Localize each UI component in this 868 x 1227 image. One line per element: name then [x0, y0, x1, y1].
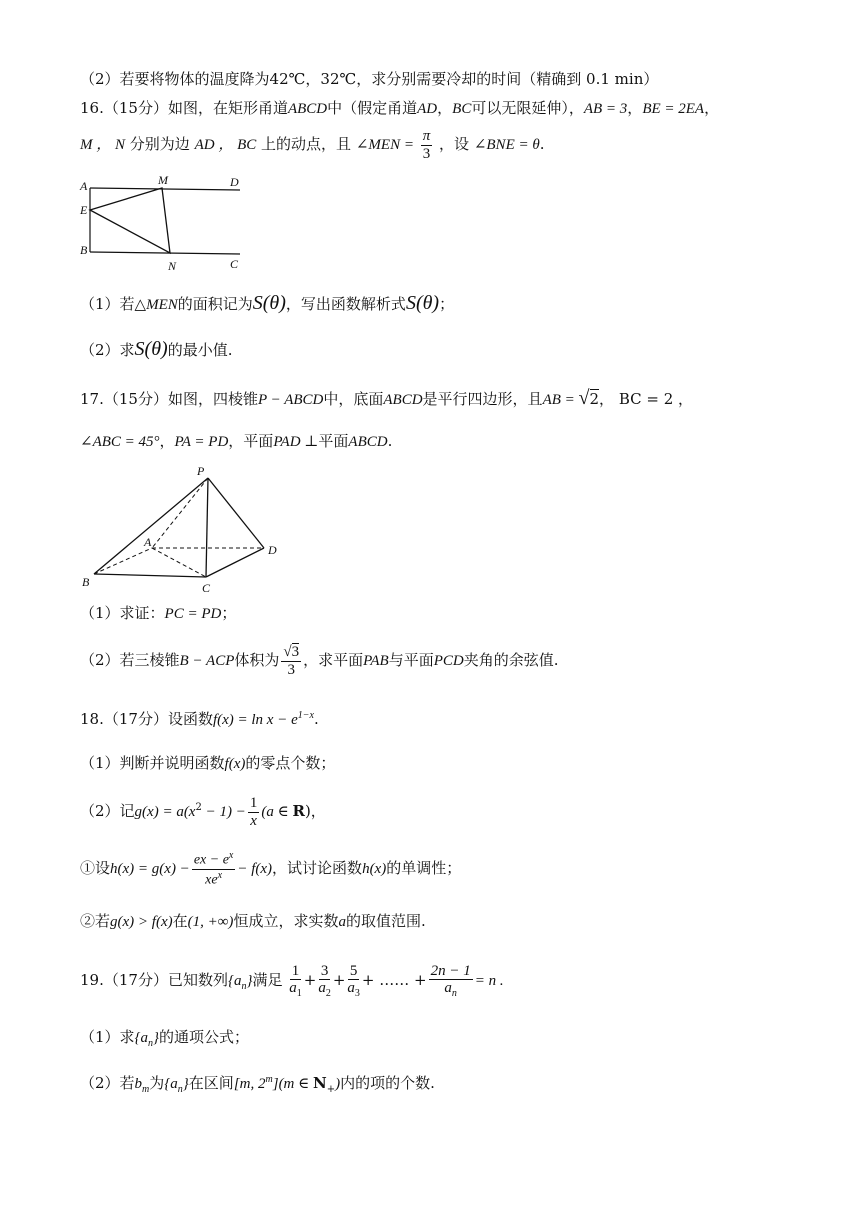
q19-ansub: n	[241, 981, 247, 992]
q18-p2d: (a ∈	[261, 804, 293, 820]
q19-bms: m	[142, 1084, 150, 1095]
q19-p1b: {a	[134, 1030, 149, 1046]
q17-l2b: ，	[159, 432, 175, 450]
q19-d3: a	[347, 980, 355, 997]
q18-p1c: 的零点个数；	[245, 754, 336, 772]
q16-l2e: ，设	[439, 135, 470, 153]
q18-sub1	[80, 846, 808, 891]
q17-p2f: 与平面	[388, 651, 434, 669]
q17-p1b: PC = PD	[164, 606, 222, 622]
q18-c2d: (1, +∞)	[187, 914, 234, 930]
q19-an: {a	[227, 973, 242, 989]
q17-pad: PAD ⊥	[273, 434, 319, 450]
q17-abcd2: ABCD	[348, 434, 388, 450]
q16-three: 3	[422, 145, 431, 162]
q18-statement	[80, 703, 808, 733]
q19-mid: 满足	[252, 971, 283, 989]
q18-p1b: f(x)	[224, 756, 246, 772]
q16-abcd: ABCD	[287, 101, 328, 117]
q17-p2d: ，求平面	[303, 651, 364, 669]
q19-frac3	[347, 963, 360, 1000]
q17-volume-frac: $\frac{√3}{3}$	[283, 644, 300, 678]
q19-Ns: +	[326, 1084, 336, 1095]
q18-c2: ②若	[80, 912, 111, 930]
q18-part2	[80, 786, 808, 834]
q18-f: f(x) = ln x − e	[212, 712, 298, 728]
q17-pcd: PCD	[433, 653, 464, 669]
q19-p2g: [m, 2	[233, 1076, 266, 1092]
q16-p1d: ，写出函数解析式	[285, 295, 406, 313]
q16-figure	[78, 172, 248, 274]
q18-one-over-x	[248, 795, 260, 829]
q18-p2: （2）记	[80, 802, 135, 820]
q18-x: x	[250, 812, 257, 829]
q19-p2gs: m	[265, 1074, 273, 1085]
q19-p1: （1）求	[80, 1028, 135, 1046]
q17-sqrt2: 2	[589, 390, 600, 408]
q17-label-c: C	[202, 581, 211, 595]
q18-dot: .	[313, 710, 319, 728]
q19-p2k: 内的项的个数.	[340, 1074, 435, 1092]
q17-statement-line2	[80, 430, 808, 453]
q16-head: 16.（15分）如图，在矩形甬道	[80, 99, 288, 117]
q17-label-b: B	[82, 575, 90, 589]
q17-sqrt3: 3	[291, 644, 300, 660]
q19-frac2	[318, 963, 331, 1000]
q16-p1b: △MEN	[134, 297, 178, 313]
q16-statement-line2: M ， N 分别为边 AD ， BC 上的动点，且 ∠MEN = $\frac{\pi}{3}$ ，设 ∠BNE = θ.	[80, 128, 545, 162]
q16-pi-over-3	[421, 128, 433, 162]
q19-p2ds: n	[177, 1084, 183, 1095]
q17-p2: （2）若三棱锥	[80, 651, 180, 669]
q18-c1e: h(x)	[362, 861, 387, 877]
q17-angle: ∠ABC = 45°	[80, 434, 160, 450]
q16-label-b: B	[80, 243, 88, 257]
q18-c2g: 的取值范围.	[345, 912, 426, 930]
q19-p2c: 为	[149, 1074, 165, 1092]
q16-s3: S(θ)	[134, 338, 168, 360]
q16-part2	[80, 336, 808, 363]
q19-p1c: }	[153, 1030, 160, 1046]
q19-p2: （2）若	[80, 1074, 135, 1092]
q16-ad: AD	[417, 101, 438, 117]
q16-label-a: A	[80, 179, 88, 193]
q19-d2s: 2	[325, 988, 331, 1000]
q16-label-e: E	[80, 203, 88, 217]
q16-part1	[80, 290, 808, 318]
q16-p2: （2）求	[80, 341, 135, 359]
q16-l2d: 上的动点，且	[261, 135, 352, 153]
q16-p1e: ；	[439, 295, 455, 313]
q19-n3: 5	[349, 962, 358, 979]
q19-p1d: 的通项公式；	[159, 1028, 250, 1046]
q16-p1: （1）若	[80, 295, 135, 313]
q19-p2i: (m ∈	[278, 1076, 313, 1092]
q18-sub2	[80, 908, 808, 935]
q19-d2: a	[318, 980, 326, 997]
q19-statement: 19.（17分）已知数列$\{a_n\}$满足 $\frac{1}{a_1}$ + $\frac{3}{a_2}$ + $\frac{5}{a_3}$ + …… + $\frac{2n - 1}{a_n}$ = n .	[80, 962, 504, 1000]
q16-label-n: N	[168, 259, 177, 273]
q17-mid2: 是平行四边形，且	[422, 390, 543, 408]
q17-abcd: ABCD	[383, 392, 423, 408]
q16-s1: S(θ)	[252, 292, 286, 314]
q18-c2e: 恒成立，求实数	[233, 912, 339, 930]
q17-part1	[80, 602, 808, 625]
q16-label-c: C	[230, 257, 239, 271]
q19-p2h: ]	[272, 1076, 279, 1092]
q16-adbc: AD ， BC	[194, 137, 257, 153]
q16-ab3: AB = 3	[583, 101, 628, 117]
q16-mid1: 中（假定甬道	[327, 99, 418, 117]
q19-part2	[80, 1067, 808, 1103]
q17-den: 3	[287, 661, 296, 678]
q17-l2f: 平面	[318, 432, 349, 450]
q16-p1c: 的面积记为	[177, 295, 253, 313]
q18-one: 1	[249, 795, 258, 811]
q19-frac1	[289, 963, 302, 1000]
q19-frac4	[429, 963, 473, 1000]
q17-ab: AB =	[542, 392, 579, 408]
q19-head: 19.（17分）已知数列	[80, 971, 228, 989]
q17-bc: ， BC = 2 ，	[599, 390, 694, 408]
q19-N: N	[313, 1074, 327, 1092]
q16-statement-line1	[80, 97, 808, 120]
q17-p1: （1）求证：	[80, 604, 165, 622]
q18-den: xe	[205, 872, 218, 888]
q18-sq: 2	[195, 802, 202, 813]
q19-p2d: {a	[164, 1076, 178, 1092]
q19-d4s: n	[451, 988, 457, 1000]
q18-c1f: 的单调性；	[386, 859, 462, 877]
q17-p1c: ；	[221, 604, 237, 622]
q18-c1: ①设	[80, 859, 111, 877]
q19-an2: }	[246, 973, 253, 989]
q18-numx: x	[228, 850, 234, 862]
q19-eq: = n .	[474, 973, 504, 989]
q19-n4: 2n − 1	[430, 962, 471, 979]
q16-bc: BC	[452, 101, 472, 117]
q18-c2c: 在	[172, 912, 188, 930]
q19-p2j: )	[335, 1076, 341, 1092]
q17-mid: 中，底面	[323, 390, 384, 408]
q17-l2d: ，平面	[228, 432, 274, 450]
q19-n1: 1	[291, 962, 300, 979]
q19-part1	[80, 1024, 808, 1057]
q16-mid2: 可以无限延伸），	[471, 99, 584, 117]
q17-pab: PAB	[363, 653, 389, 669]
q18-p2c: − 1) −	[201, 804, 246, 820]
q16-s2: S(θ)	[405, 292, 440, 314]
q19-d1: a	[289, 980, 297, 997]
q18-part1	[80, 750, 808, 777]
q17-label-d: D	[268, 543, 277, 557]
q17-head: 17.（15分）如图，四棱锥	[80, 390, 258, 408]
q16-label-d: D	[230, 175, 239, 189]
q17-figure	[78, 462, 288, 598]
q16-theta: ∠BNE = θ	[473, 137, 540, 153]
q16-pi: π	[422, 128, 431, 144]
q17-statement-line1: 17.（15分）如图，四棱锥P − ABCD中，底面ABCD是平行四边形，且AB = √2， BC = 2 ，	[80, 387, 694, 409]
q17-label-a: A	[144, 535, 152, 549]
q16-label-m: M	[158, 173, 168, 187]
q18-p1: （1）判断并说明函数	[80, 754, 225, 772]
q18-head: 18.（17分）设函数	[80, 710, 213, 728]
q17-p2b: B − ACP	[179, 653, 235, 669]
q18-c2f: a	[338, 914, 346, 930]
q19-p1s: n	[148, 1038, 154, 1049]
q19-bm: b	[134, 1076, 143, 1092]
q19-p2e: }	[182, 1076, 189, 1092]
q17-p2h: 夹角的余弦值.	[463, 651, 559, 669]
q15-part2	[80, 68, 808, 90]
q16-comma2: ，	[627, 99, 643, 117]
q16-be: BE = 2EA	[642, 101, 705, 117]
q16-mn: M ， N	[80, 137, 126, 153]
q18-c2b: g(x) > f(x)	[110, 914, 173, 930]
q19-n2: 3	[320, 962, 329, 979]
q18-c1d: ，试讨论函数	[272, 859, 363, 877]
q18-denx: x	[217, 869, 223, 881]
q16-comma3: ，	[704, 99, 720, 117]
q16-angle: ∠MEN =	[355, 137, 414, 153]
q18-h-frac	[192, 850, 236, 887]
q19-p2f: 在区间	[188, 1074, 234, 1092]
q17-part2	[80, 638, 808, 683]
q17-label-p: P	[197, 464, 205, 478]
q17-pa-pd: PA = PD	[174, 434, 229, 450]
q17-p2c: 体积为	[234, 651, 280, 669]
q17-pabcd: P − ABCD	[257, 392, 324, 408]
q18-p2e: )，	[304, 802, 326, 820]
q18-g: g(x) = a(x	[134, 804, 196, 820]
q19-dots: + …… +	[361, 971, 427, 989]
q18-num: ex − e	[193, 853, 229, 869]
q18-h: h(x) = g(x) −	[110, 861, 190, 877]
q15-part2-text: （2）若要将物体的温度降为42℃，32℃，求分别需要冷却的时间（精确到 0.1 min）	[80, 70, 659, 88]
q18-c1c: − f(x)	[237, 861, 273, 877]
q18-r: R	[292, 802, 305, 820]
q19-d1s: 1	[296, 988, 302, 1000]
q17-l2h: .	[387, 432, 393, 450]
q16-p2b: 的最小值.	[167, 341, 233, 359]
q19-d4: a	[444, 980, 452, 997]
q16-comma: ，	[437, 99, 453, 117]
q19-d3s: 3	[354, 988, 360, 1000]
q18-exp: 1−x	[297, 710, 314, 721]
q16-l2b: 分别为边	[129, 135, 190, 153]
